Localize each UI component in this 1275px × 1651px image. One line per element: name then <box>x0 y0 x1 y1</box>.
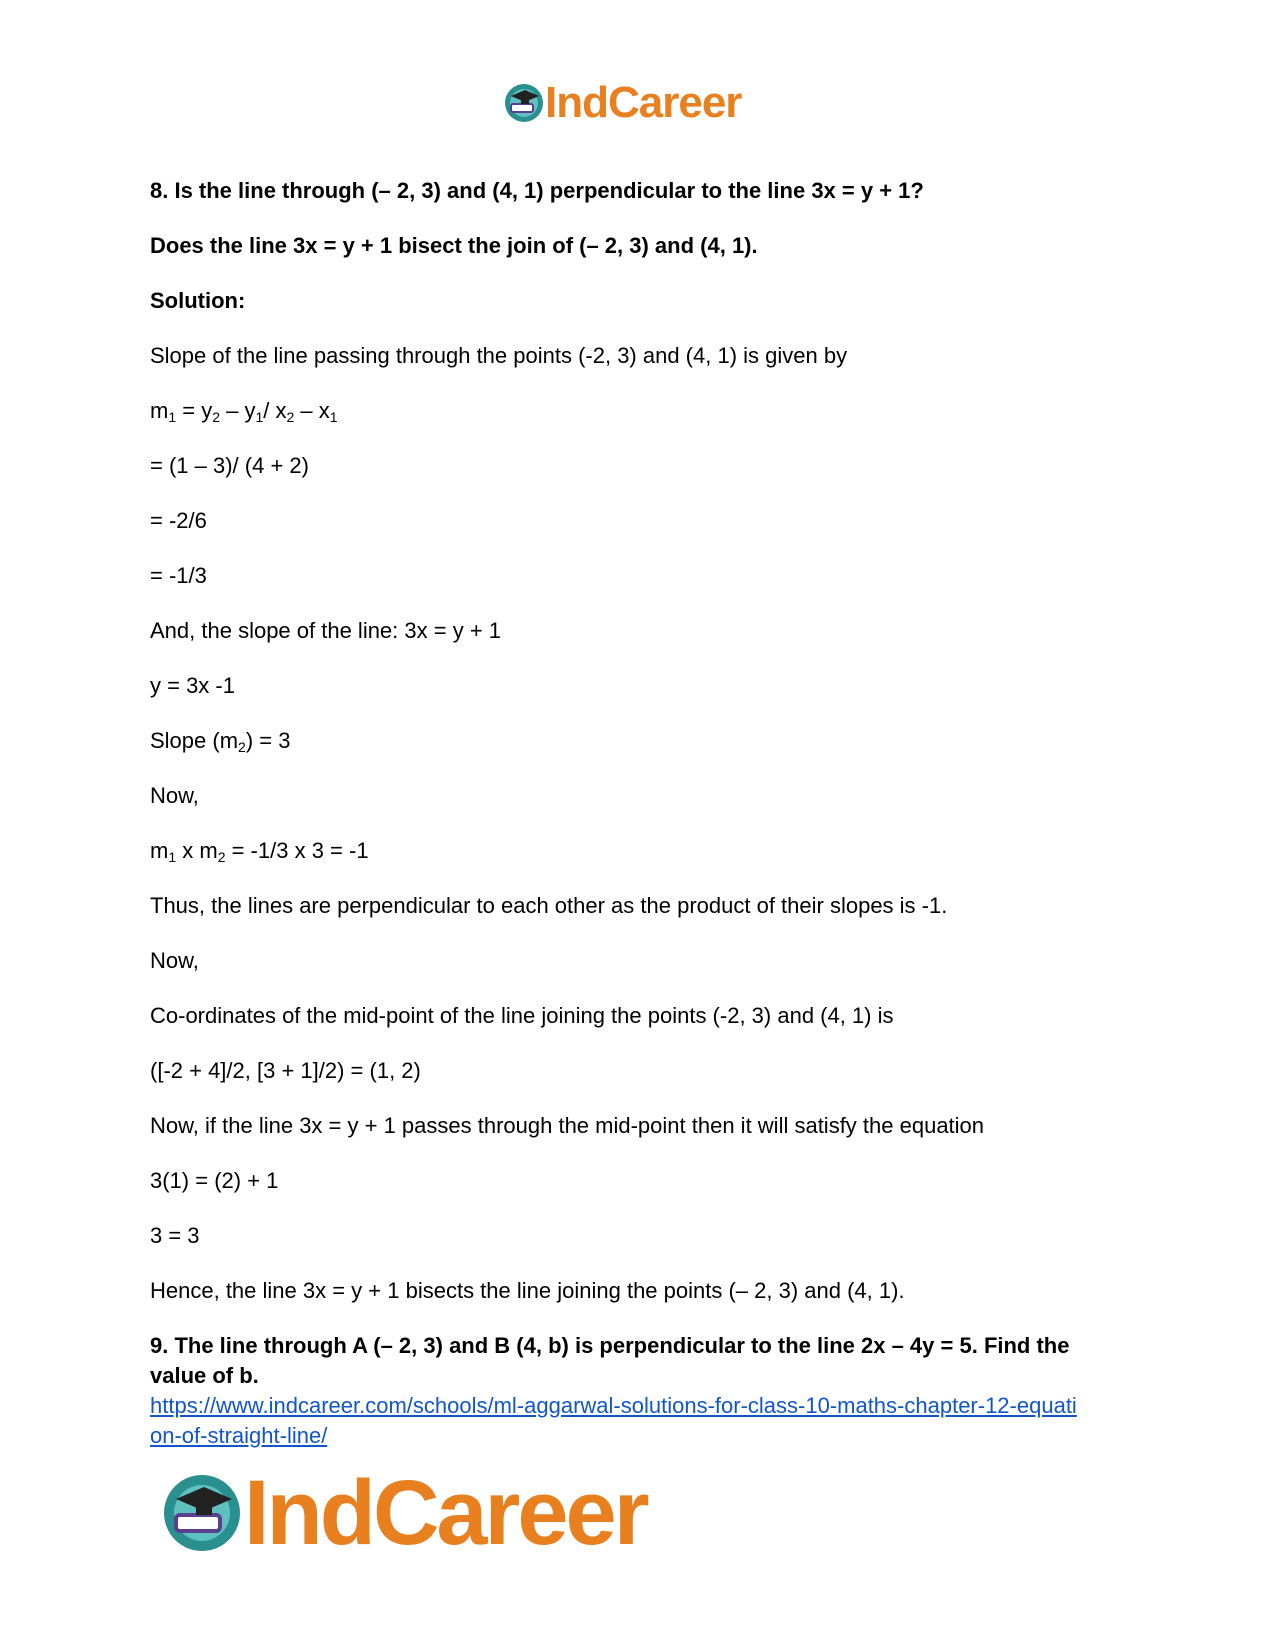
indcareer-logo-top <box>503 80 741 126</box>
question-9 <box>150 1331 1130 1391</box>
step-18: Hence, the line 3x = y + 1 bisects the line joining the points (– 2, 3) and (4, 1). <box>150 1278 905 1303</box>
step-8: Slope $(m_2) = 3$ <box>150 728 291 755</box>
step-10: $m_1$ x $m_2 = -1/3$ x 3 = -1 <box>150 838 369 865</box>
step-3: = (1 – 3)/ (4 + 2) <box>150 453 309 478</box>
step-12: Now, <box>150 948 199 973</box>
step-5: = -1/3 <box>150 563 207 588</box>
question-8-line-1: 8. Is the line through (– 2, 3) and (4, 1) perpendicular to the line 3x = y + 1? <box>150 178 924 203</box>
indcareer-logo-bottom <box>160 1462 647 1564</box>
step-13: Co-ordinates of the mid-point of the line joining the points (-2, 3) and (4, 1) is <box>150 1003 894 1028</box>
step-15: Now, if the line 3x = y + 1 passes through the mid-point then it will satisfy the equation <box>150 1113 985 1138</box>
step-16: 3(1) = (2) + 1 <box>150 1168 279 1193</box>
step-9: Now, <box>150 783 199 808</box>
question-9-line-2: value of b. <box>150 1363 259 1388</box>
graduation-cap-book-icon <box>160 1471 244 1555</box>
step-17: 3 = 3 <box>150 1223 200 1248</box>
step-11: Thus, the lines are perpendicular to each other as the product of their slopes is -1. <box>150 893 948 918</box>
question-9-line-1: 9. The line through A (– 2, 3) and B (4, b) is perpendicular to the line 2x – 4y = 5. Find the <box>150 1333 1070 1358</box>
solution-label: Solution: <box>150 288 246 313</box>
logo-wordmark: IndCareer <box>244 1462 647 1564</box>
source-link[interactable]: https://www.indcareer.com/schools/ml-aggarwal-solutions-for-class-10-maths-chapter-12-equati on-of-straight-line/ <box>150 1393 1077 1448</box>
step-4: = -2/6 <box>150 508 207 533</box>
graduation-cap-book-icon <box>503 82 545 124</box>
document-body <box>150 176 1130 1451</box>
logo-wordmark: IndCareer <box>545 78 742 127</box>
step-6: And, the slope of the line: 3x = y + 1 <box>150 618 502 643</box>
step-1: Slope of the line passing through the points (-2, 3) and (4, 1) is given by <box>150 343 848 368</box>
slope-formula: $m_1 = y_2 - y_1/$ $x_2 - x_1$ <box>150 398 338 425</box>
step-7: y = 3x -1 <box>150 673 235 698</box>
step-14: ([-2 + 4]/2, [3 + 1]/2) = (1, 2) <box>150 1058 421 1083</box>
question-8-line-2: Does the line 3x = y + 1 bisect the join of (– 2, 3) and (4, 1). <box>150 233 758 258</box>
